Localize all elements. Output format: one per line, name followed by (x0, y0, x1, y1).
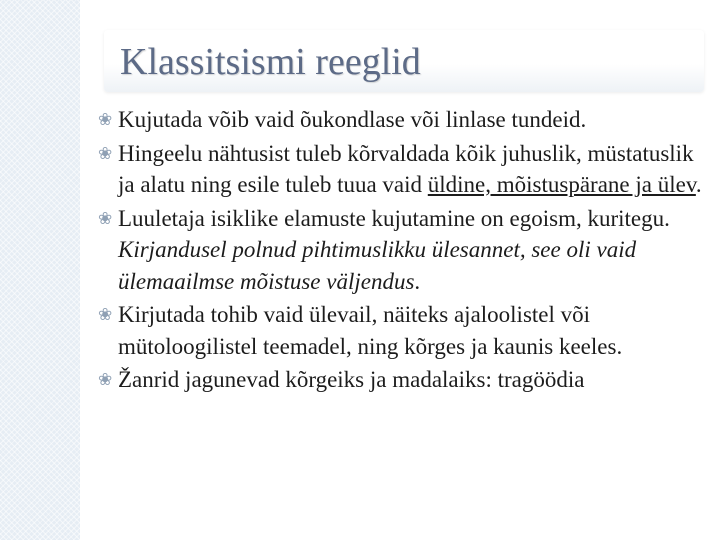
bullet-list (100, 104, 702, 398)
bullet-icon: ❀ (98, 208, 113, 228)
bullet-text-tail: . (414, 268, 421, 294)
bullet-item-1 (100, 104, 702, 136)
bullet-text: Luuletaja isiklike elamuste kujutamine on egoism, kuritegu. (118, 205, 670, 231)
slide-title: Klassitsismi reeglid (120, 41, 421, 83)
bullet-text: Kujutada võib vaid õukondlase või linlase tundeid. (118, 107, 587, 132)
underlined-phrase: üldine, mõistuspärane ja ülev (427, 172, 696, 197)
bullet-item-2 (100, 138, 702, 201)
bullet-icon: ❀ (98, 143, 113, 163)
bullet-item-5 (100, 364, 702, 396)
bullet-text: Kirjutada tohib vaid ülevail, näiteks ajaloolistel või mütoloogilistel teemadel, ning kõrges ja kaunis keeles. (118, 302, 623, 359)
bullet-item-4 (100, 299, 702, 362)
italic-phrase: Kirjandusel polnud pihtimuslikku ülesannet, see oli vaid ülemaailmse mõistuse väljendus (118, 237, 637, 294)
bullet-item-3 (100, 203, 702, 298)
bullet-icon: ❀ (98, 110, 113, 129)
bullet-text-tail: . (695, 172, 702, 197)
bullet-icon: ❀ (98, 370, 113, 389)
decorative-side-band (0, 0, 80, 540)
bullet-icon: ❀ (98, 305, 113, 324)
bullet-text: Hingeelu nähtusist tuleb kõrvaldada kõik juhuslik, müstatuslik ja alatu ning esile tuleb tuua vaid (118, 140, 694, 197)
bullet-text: Žanrid jagunevad kõrgeiks ja madalaiks: tragöödia (118, 367, 585, 392)
